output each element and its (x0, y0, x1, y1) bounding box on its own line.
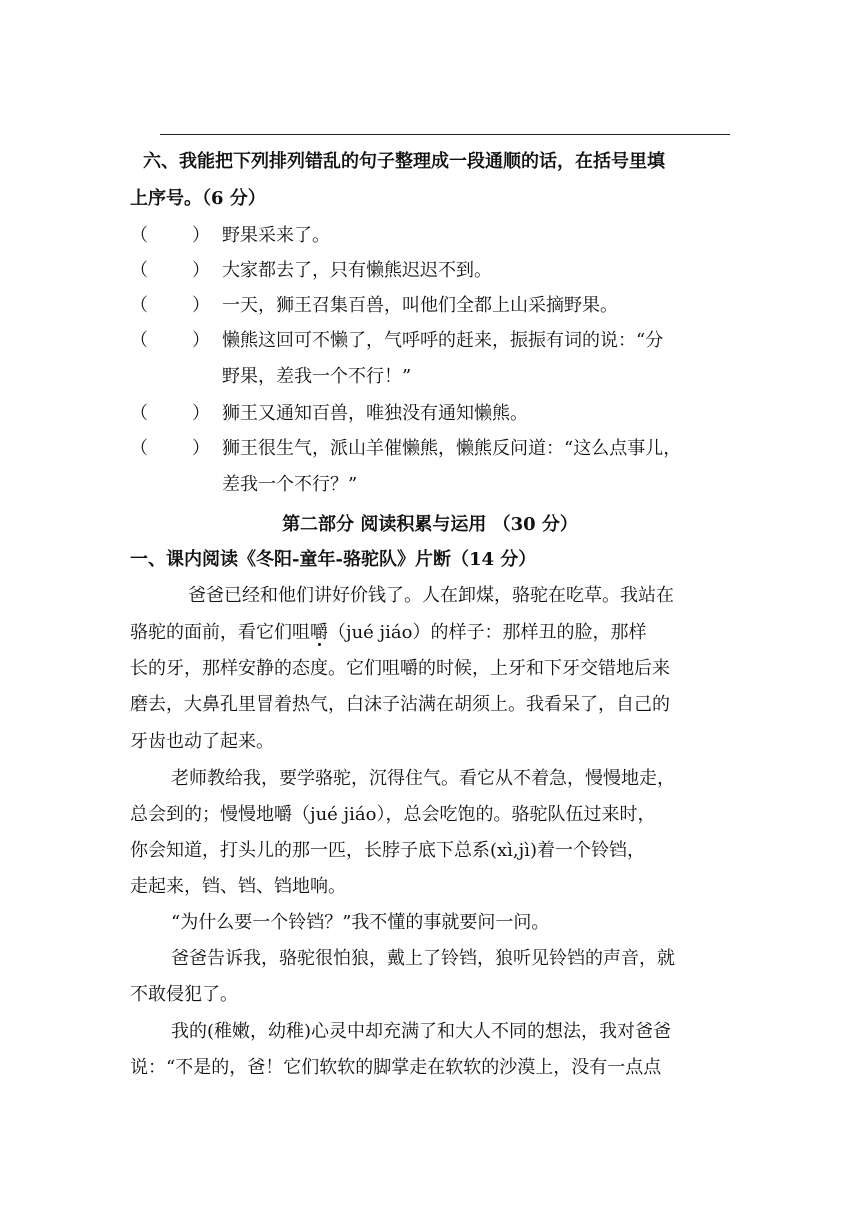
blank-paren[interactable]: （ ） (130, 295, 210, 316)
passage-p2-line4: 走起来，铛、铛、铛地响。 (130, 876, 346, 897)
blank-paren[interactable]: （ ） (130, 438, 210, 459)
emphasis-char: 嚼 (310, 622, 328, 643)
order-item-2 (130, 259, 492, 283)
passage-p3: “为什么要一个铃铛？”我不懂的事就要问一问。 (171, 912, 550, 933)
passage-p1-line4: 磨去，大鼻孔里冒着热气，白沫子沾满在胡须上。我看呆了，自己的 (130, 694, 670, 715)
part2-title: 第二部分 阅读积累与运用 （30 分） (282, 514, 578, 535)
header-rule (160, 134, 730, 135)
order-item-1 (130, 224, 330, 248)
blank-paren[interactable]: （ ） (130, 225, 210, 246)
order-item-4 (130, 329, 663, 353)
item-text: 野果采来了。 (222, 225, 330, 246)
item-text: 懒熊这回可不懒了，气呼呼的赶来，振振有词的说：“分 (222, 330, 664, 351)
blank-paren[interactable]: （ ） (130, 260, 210, 281)
order-item-5 (130, 402, 528, 426)
item-text: 狮王又通知百兽，唯独没有通知懒熊。 (222, 403, 528, 424)
order-item-4-cont: 野果，差我一个不行！” (222, 366, 412, 387)
item-text: 狮王很生气，派山羊催懒熊，懒熊反问道：“这么点事儿， (222, 438, 682, 459)
order-item-6 (130, 437, 681, 461)
order-item-6-cont: 差我一个不行？” (222, 474, 358, 495)
order-item-3 (130, 294, 618, 318)
passage-p5-line1: 我的(稚嫩，幼稚)心灵中却充满了和大人不同的想法，我对爸爸 (171, 1021, 672, 1042)
passage-p1-line2: 骆驼的面前，看它们咀嚼（jué jiáo）的样子：那样丑的脸，那样 (130, 622, 647, 643)
question1-heading: 一、课内阅读《冬阳-童年-骆驼队》片断（14 分） (130, 549, 537, 570)
blank-paren[interactable]: （ ） (130, 403, 210, 424)
section6-heading-line2: 上序号。（6 分） (130, 188, 266, 209)
passage-p2-line1: 老师教给我，要学骆驼，沉得住气。看它从不着急，慢慢地走， (171, 768, 675, 789)
passage-p2-line3: 你会知道，打头儿的那一匹，长脖子底下总系(xì,jì)着一个铃铛， (130, 840, 646, 861)
item-text: 一天，狮王召集百兽，叫他们全都上山采摘野果。 (222, 295, 618, 316)
item-text: 大家都去了，只有懒熊迟迟不到。 (222, 260, 492, 281)
blank-paren[interactable]: （ ） (130, 330, 210, 351)
passage-p1-line3: 长的牙，那样安静的态度。它们咀嚼的时候，上牙和下牙交错地后来 (130, 658, 670, 679)
passage-p2-line2: 总会到的；慢慢地嚼（jué jiáo），总会吃饱的。骆驼队伍过来时， (130, 804, 656, 825)
passage-p4-line2: 不敢侵犯了。 (130, 984, 238, 1005)
passage-p1-line5: 牙齿也动了起来。 (130, 731, 274, 752)
passage-p1-line1: 爸爸已经和他们讲好价钱了。人在卸煤，骆驼在吃草。我站在 (188, 585, 674, 606)
passage-p4-line1: 爸爸告诉我，骆驼很怕狼，戴上了铃铛，狼听见铃铛的声音，就 (171, 948, 675, 969)
passage-p5-line2: 说：“不是的，爸！它们软软的脚掌走在软软的沙漠上，没有一点点 (130, 1057, 662, 1078)
section6-heading-line1: 六、我能把下列排列错乱的句子整理成一段通顺的话，在括号里填 (143, 151, 665, 172)
